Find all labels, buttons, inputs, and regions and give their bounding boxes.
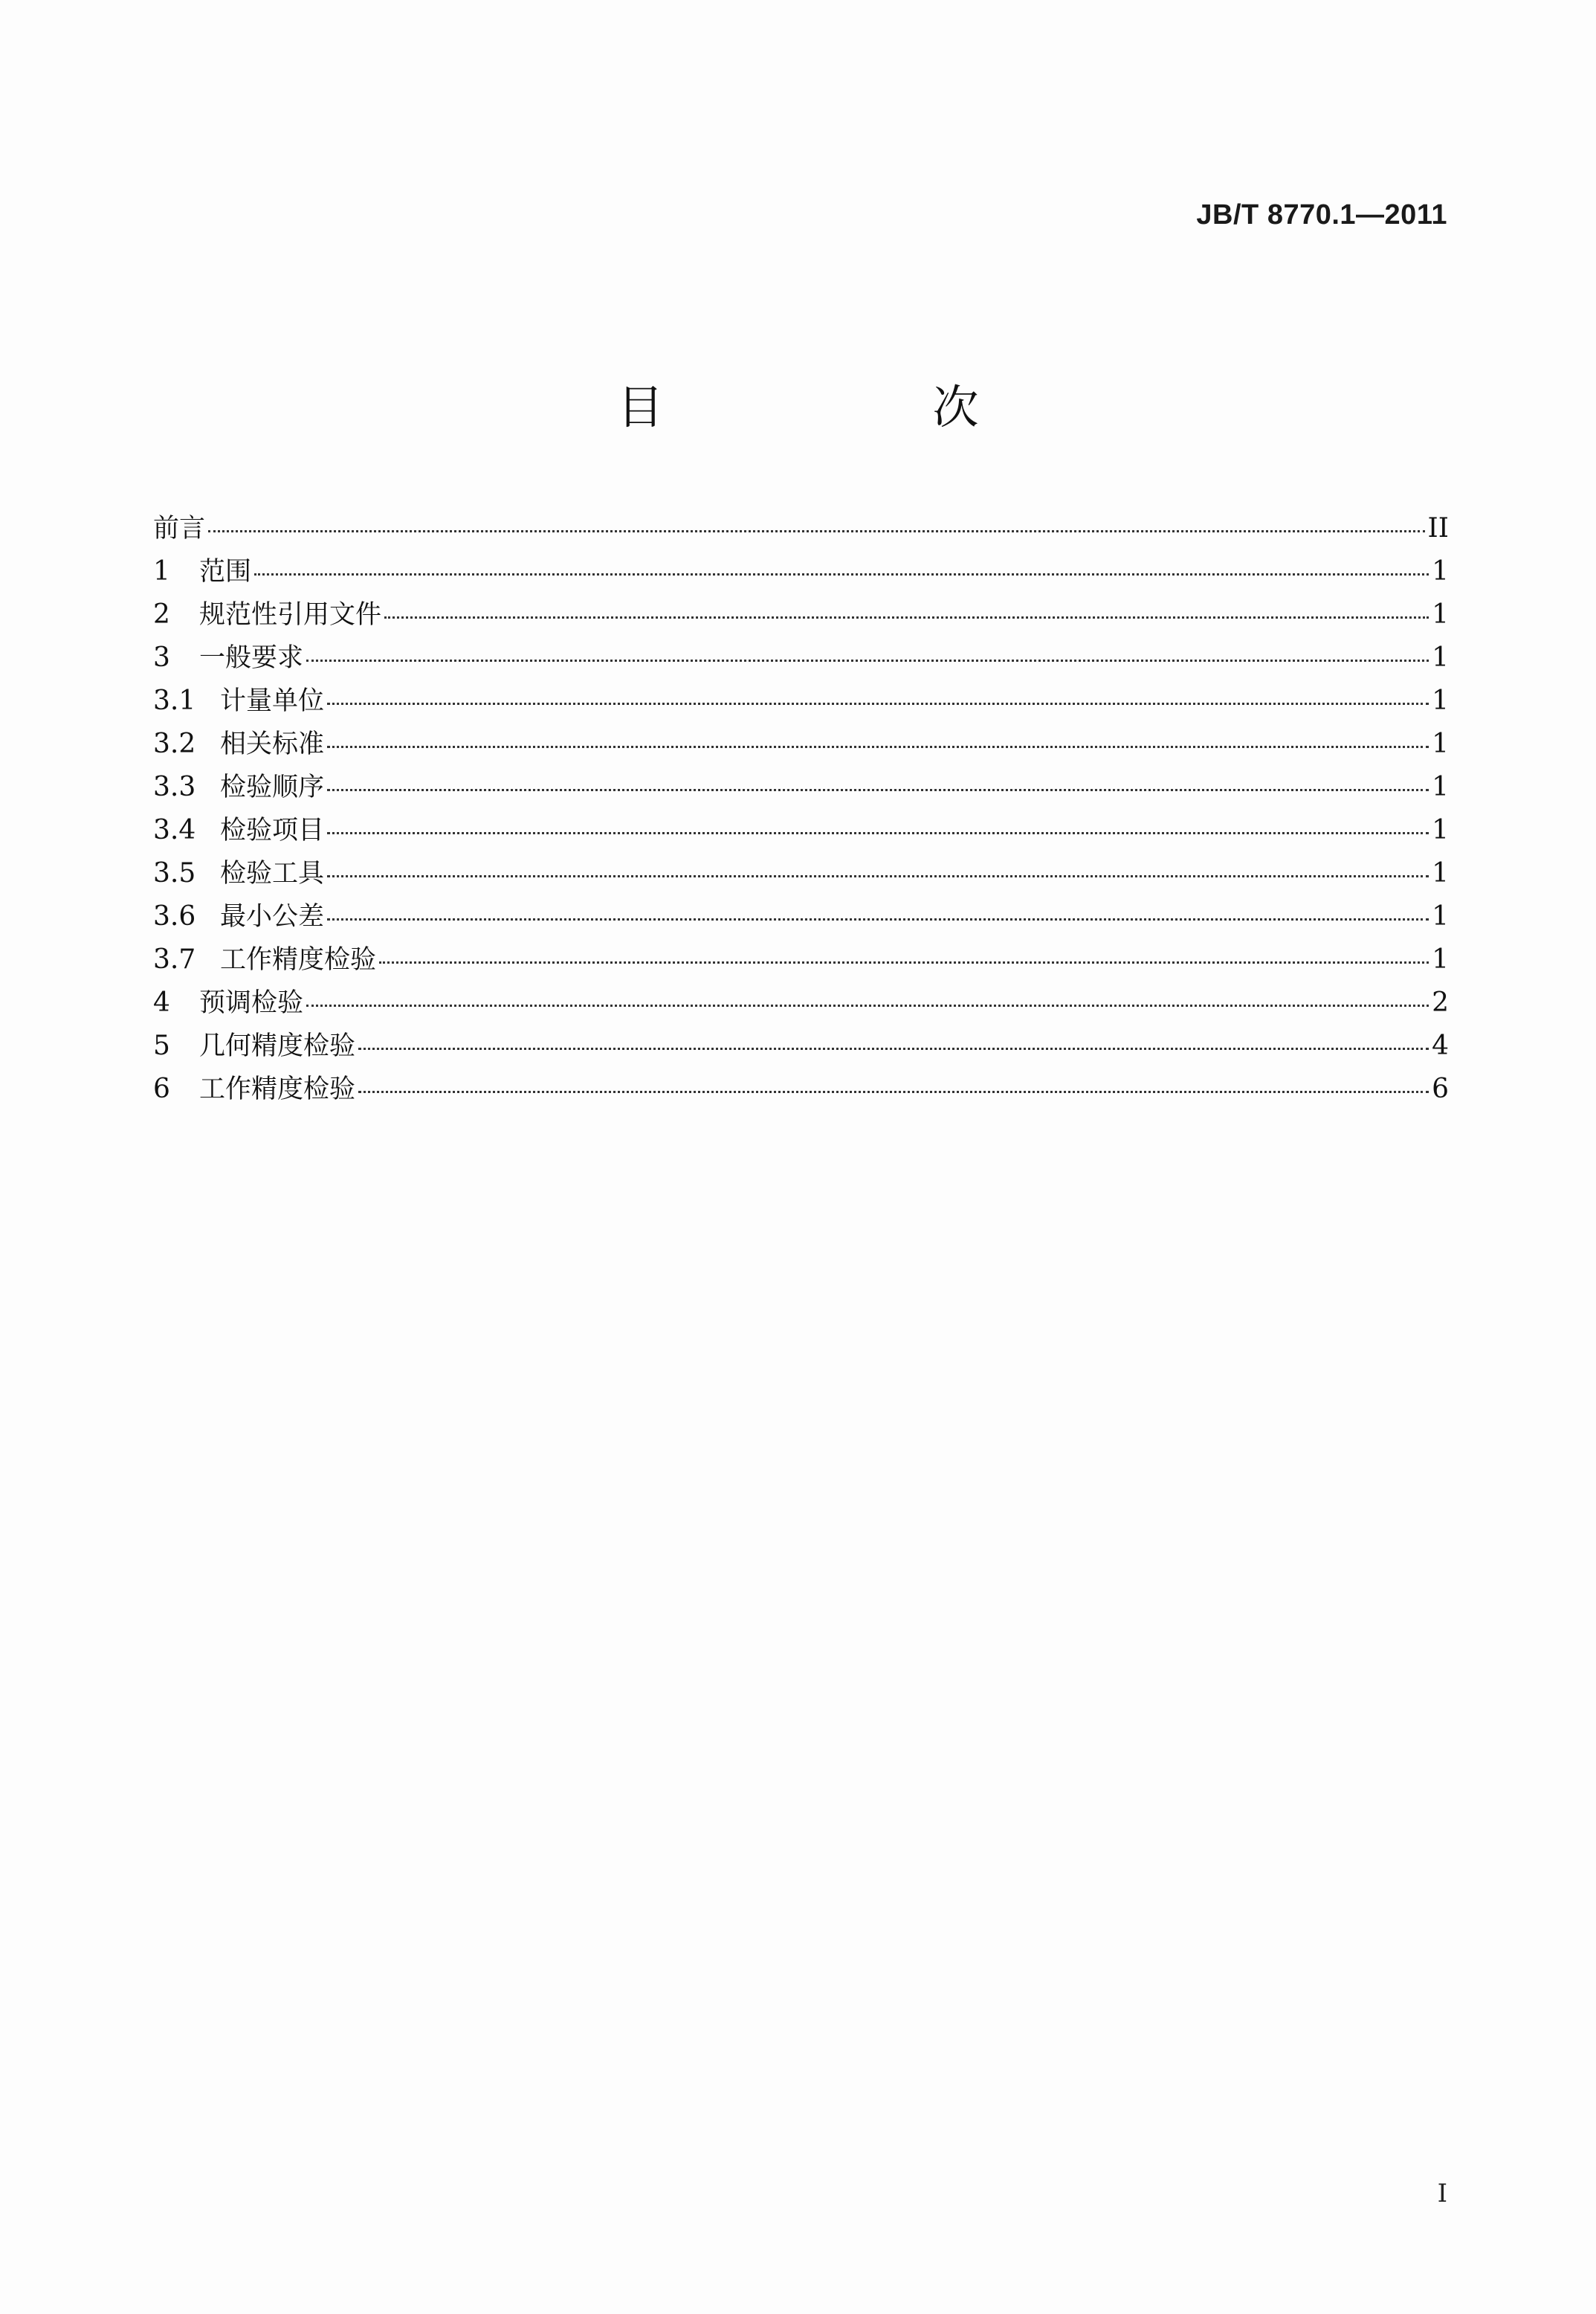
toc-entry-number: 3.6	[153, 901, 196, 932]
toc-entry[interactable]	[153, 766, 1449, 809]
toc-entry-number: 3.4	[153, 815, 196, 845]
toc-title: 目 次	[617, 380, 1091, 434]
toc-dot-leader	[327, 918, 1429, 921]
toc-entry-page: 1	[1432, 901, 1449, 932]
toc-entry-number: 3.3	[153, 772, 196, 802]
toc-entry-page: 1	[1432, 729, 1449, 759]
toc-entry-title: 前言	[153, 514, 206, 544]
toc-dot-leader	[306, 1005, 1429, 1007]
table-of-contents	[153, 507, 1449, 1111]
toc-entry-page: 1	[1432, 599, 1449, 630]
toc-entry-title: 预调检验	[199, 988, 304, 1018]
toc-entry[interactable]	[153, 1025, 1449, 1068]
toc-dot-leader	[327, 789, 1429, 791]
toc-dot-leader	[358, 1091, 1429, 1093]
toc-entry[interactable]	[153, 938, 1449, 982]
toc-entry-page: 1	[1432, 944, 1449, 975]
toc-dot-leader	[384, 616, 1429, 619]
toc-dot-leader	[254, 573, 1429, 576]
toc-entry[interactable]	[153, 1068, 1449, 1111]
toc-entry-title: 检验顺序	[220, 773, 325, 802]
toc-entry-number: 3.2	[153, 729, 196, 759]
toc-entry-title: 范围	[199, 557, 252, 587]
toc-entry-page: 4	[1432, 1031, 1449, 1061]
toc-entry-title: 计量单位	[220, 686, 325, 716]
toc-entry-title: 一般要求	[199, 643, 304, 673]
toc-entry-number: 3.1	[153, 686, 196, 716]
toc-dot-leader	[327, 832, 1429, 834]
toc-dot-leader	[358, 1048, 1429, 1050]
toc-entry-title: 几何精度检验	[199, 1031, 356, 1061]
toc-entry-page: 6	[1432, 1074, 1449, 1104]
toc-entry-page: 1	[1432, 772, 1449, 802]
toc-entry[interactable]	[153, 550, 1449, 593]
toc-entry-title: 最小公差	[220, 902, 325, 932]
toc-entry[interactable]	[153, 680, 1449, 723]
page-number: I	[1437, 2179, 1447, 2208]
toc-entry[interactable]	[153, 809, 1449, 852]
toc-entry[interactable]	[153, 723, 1449, 766]
toc-entry-page: 1	[1432, 642, 1449, 673]
toc-dot-leader	[379, 961, 1429, 964]
toc-entry-page: 1	[1432, 556, 1449, 587]
standard-code: JB/T 8770.1—2011	[1196, 199, 1447, 231]
toc-dot-leader	[306, 660, 1429, 662]
toc-entry[interactable]	[153, 852, 1449, 895]
toc-entry-number: 4	[153, 987, 170, 1018]
toc-entry-title: 相关标准	[220, 729, 325, 759]
toc-dot-leader	[208, 530, 1425, 532]
toc-dot-leader	[327, 746, 1429, 748]
toc-entry-page: II	[1427, 513, 1449, 544]
toc-entry-title: 工作精度检验	[199, 1074, 356, 1104]
toc-entry[interactable]	[153, 895, 1449, 938]
toc-entry-number: 1	[153, 556, 170, 587]
toc-entry-page: 1	[1432, 858, 1449, 889]
toc-entry-title: 检验工具	[220, 859, 325, 889]
toc-entry-title: 工作精度检验	[220, 945, 377, 975]
toc-entry-number: 5	[153, 1031, 170, 1061]
toc-entry-page: 1	[1432, 815, 1449, 845]
toc-entry-number: 3.5	[153, 858, 196, 889]
toc-dot-leader	[327, 875, 1429, 877]
toc-entry-page: 1	[1432, 686, 1449, 716]
toc-entry-page: 2	[1432, 987, 1449, 1018]
toc-entry[interactable]	[153, 507, 1449, 550]
toc-entry-title: 规范性引用文件	[199, 600, 382, 630]
toc-dot-leader	[327, 703, 1429, 705]
toc-entry[interactable]	[153, 593, 1449, 636]
toc-entry-number: 3	[153, 642, 170, 673]
toc-entry-number: 6	[153, 1074, 170, 1104]
toc-entry-number: 3.7	[153, 944, 196, 975]
toc-entry-title: 检验项目	[220, 816, 325, 845]
toc-entry-number: 2	[153, 599, 170, 630]
toc-entry[interactable]	[153, 636, 1449, 680]
toc-entry[interactable]	[153, 982, 1449, 1025]
